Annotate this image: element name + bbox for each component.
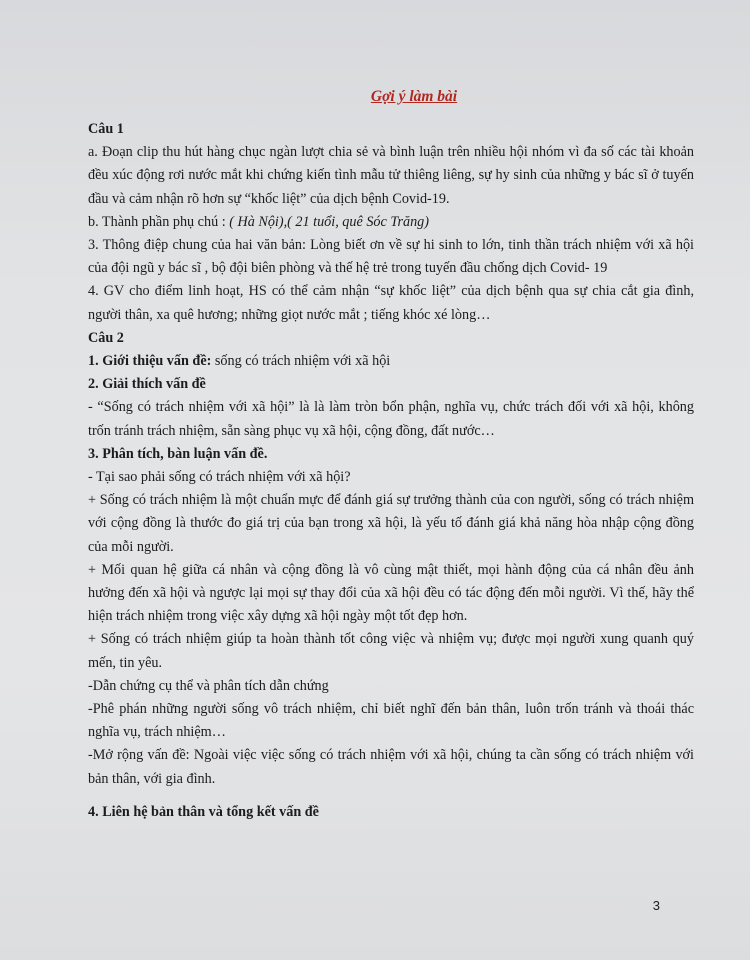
cau-2-heading: Câu 2 [88,329,124,346]
cau-2-part-3-title: 3. Phân tích, bàn luận vấn đề. [88,445,268,462]
cau-2-part-1 [88,350,694,373]
cau-2-part-3-point-1: + Sống có trách nhiệm là một chuẩn mực để đánh giá sự trưởng thành của con người, sống có trách nhiệm với cộng đồng là thước đo giá trị của bạn trong xã hội, là yếu tố đánh giá khả năng hòa nhập cộng đồng của mỗi người. [88,492,694,555]
cau-2-part-3-point-2: + Mối quan hệ giữa cá nhân và cộng đồng là vô cùng mật thiết, mọi hành động của cá nhân đều ảnh hưởng đến xã hội và ngược lại mọi sự thay đổi của xã hội đều có tác động đến mỗi người. Vì thế, hãy thể hiện trách nhiệm trong việc xây dựng xã hội ngày một tốt đẹp hơn. [88,561,694,625]
cau-1-answer-3: 3. Thông điệp chung của hai văn bản: Lòng biết ơn về sự hi sinh to lớn, tinh thần trách nhiệm với xã hội của đội ngũ y bác sĩ , bộ đội biên phòng và thế hệ trẻ trong tuyến đầu chống dịch Covid- 19 [88,237,694,277]
page-title: Gợi ý làm bài [370,88,458,105]
cau-1-answer-4: 4. GV cho điểm linh hoạt, HS có thể cảm nhận “sự khốc liệt” của dịch bệnh qua sự chia cắt gia đình, người thân, xa quê hương; những giọt nước mắt ; tiếng khóc xé lòng… [88,283,694,323]
cau-2-part-2-title: 2. Giải thích vấn đề [88,376,206,393]
cau-2-part-3-point-4: -Dẫn chứng cụ thể và phân tích dẫn chứng [88,677,329,694]
page-number: 3 [652,898,660,913]
cau-2-part-2-text: - “Sống có trách nhiệm với xã hội” là là làm tròn bổn phận, nghĩa vụ, chức trách đối với xã hội, không trốn tránh trách nhiệm, sẵn sàng phục vụ xã hội, cộng đồng, đất nước… [88,399,694,439]
cau-2-part-3-point-5: -Phê phán những người sống vô trách nhiệm, chỉ biết nghĩ đến bản thân, luôn trốn tránh và thoái thác nghĩa vụ, trách nhiệm… [88,701,694,741]
cau-2-part-4-title: 4. Liên hệ bản thân và tổng kết vấn đề [88,803,319,820]
cau-2-part-3-point-3: + Sống có trách nhiệm giúp ta hoàn thành tốt công việc và nhiệm vụ; được mọi người xung quanh quý mến, tin yêu. [88,631,694,671]
cau-2-part-3-point-6: -Mở rộng vấn đề: Ngoài việc việc sống có trách nhiệm với xã hội, chúng ta cần sống có trách nhiệm với bản thân, với gia đình. [88,747,694,787]
section-cau-2 [88,327,694,824]
cau-2-part-3-question: - Tại sao phải sống có trách nhiệm với xã hội? [88,469,351,486]
cau-1-answer-b-prefix: b. Thành phần phụ chú : [88,213,230,230]
cau-1-answer-a: a. Đoạn clip thu hút hàng chục ngàn lượt chia sẻ và bình luận trên nhiều hội nhóm vì đa số các tài khoản đều xúc động rơi nước mắt khi chứng kiến tình mẫu tử thiêng liêng, sự hy sinh của những y bác sĩ ở tuyến đầu và cảm nhận rõ hơn sự “khốc liệt” của dịch bệnh Covid-19. [88,144,694,207]
cau-2-part-1-text: sống có trách nhiệm với xã hội [211,353,391,370]
cau-1-answer-b-italic: ( Hà Nội),( 21 tuổi, quê Sóc Trăng) [229,213,429,230]
cau-1-heading: Câu 1 [88,121,124,137]
section-cau-1 [88,118,694,327]
cau-1-answer-b [88,211,694,234]
cau-2-part-1-title: 1. Giới thiệu vấn đề: [88,353,212,370]
